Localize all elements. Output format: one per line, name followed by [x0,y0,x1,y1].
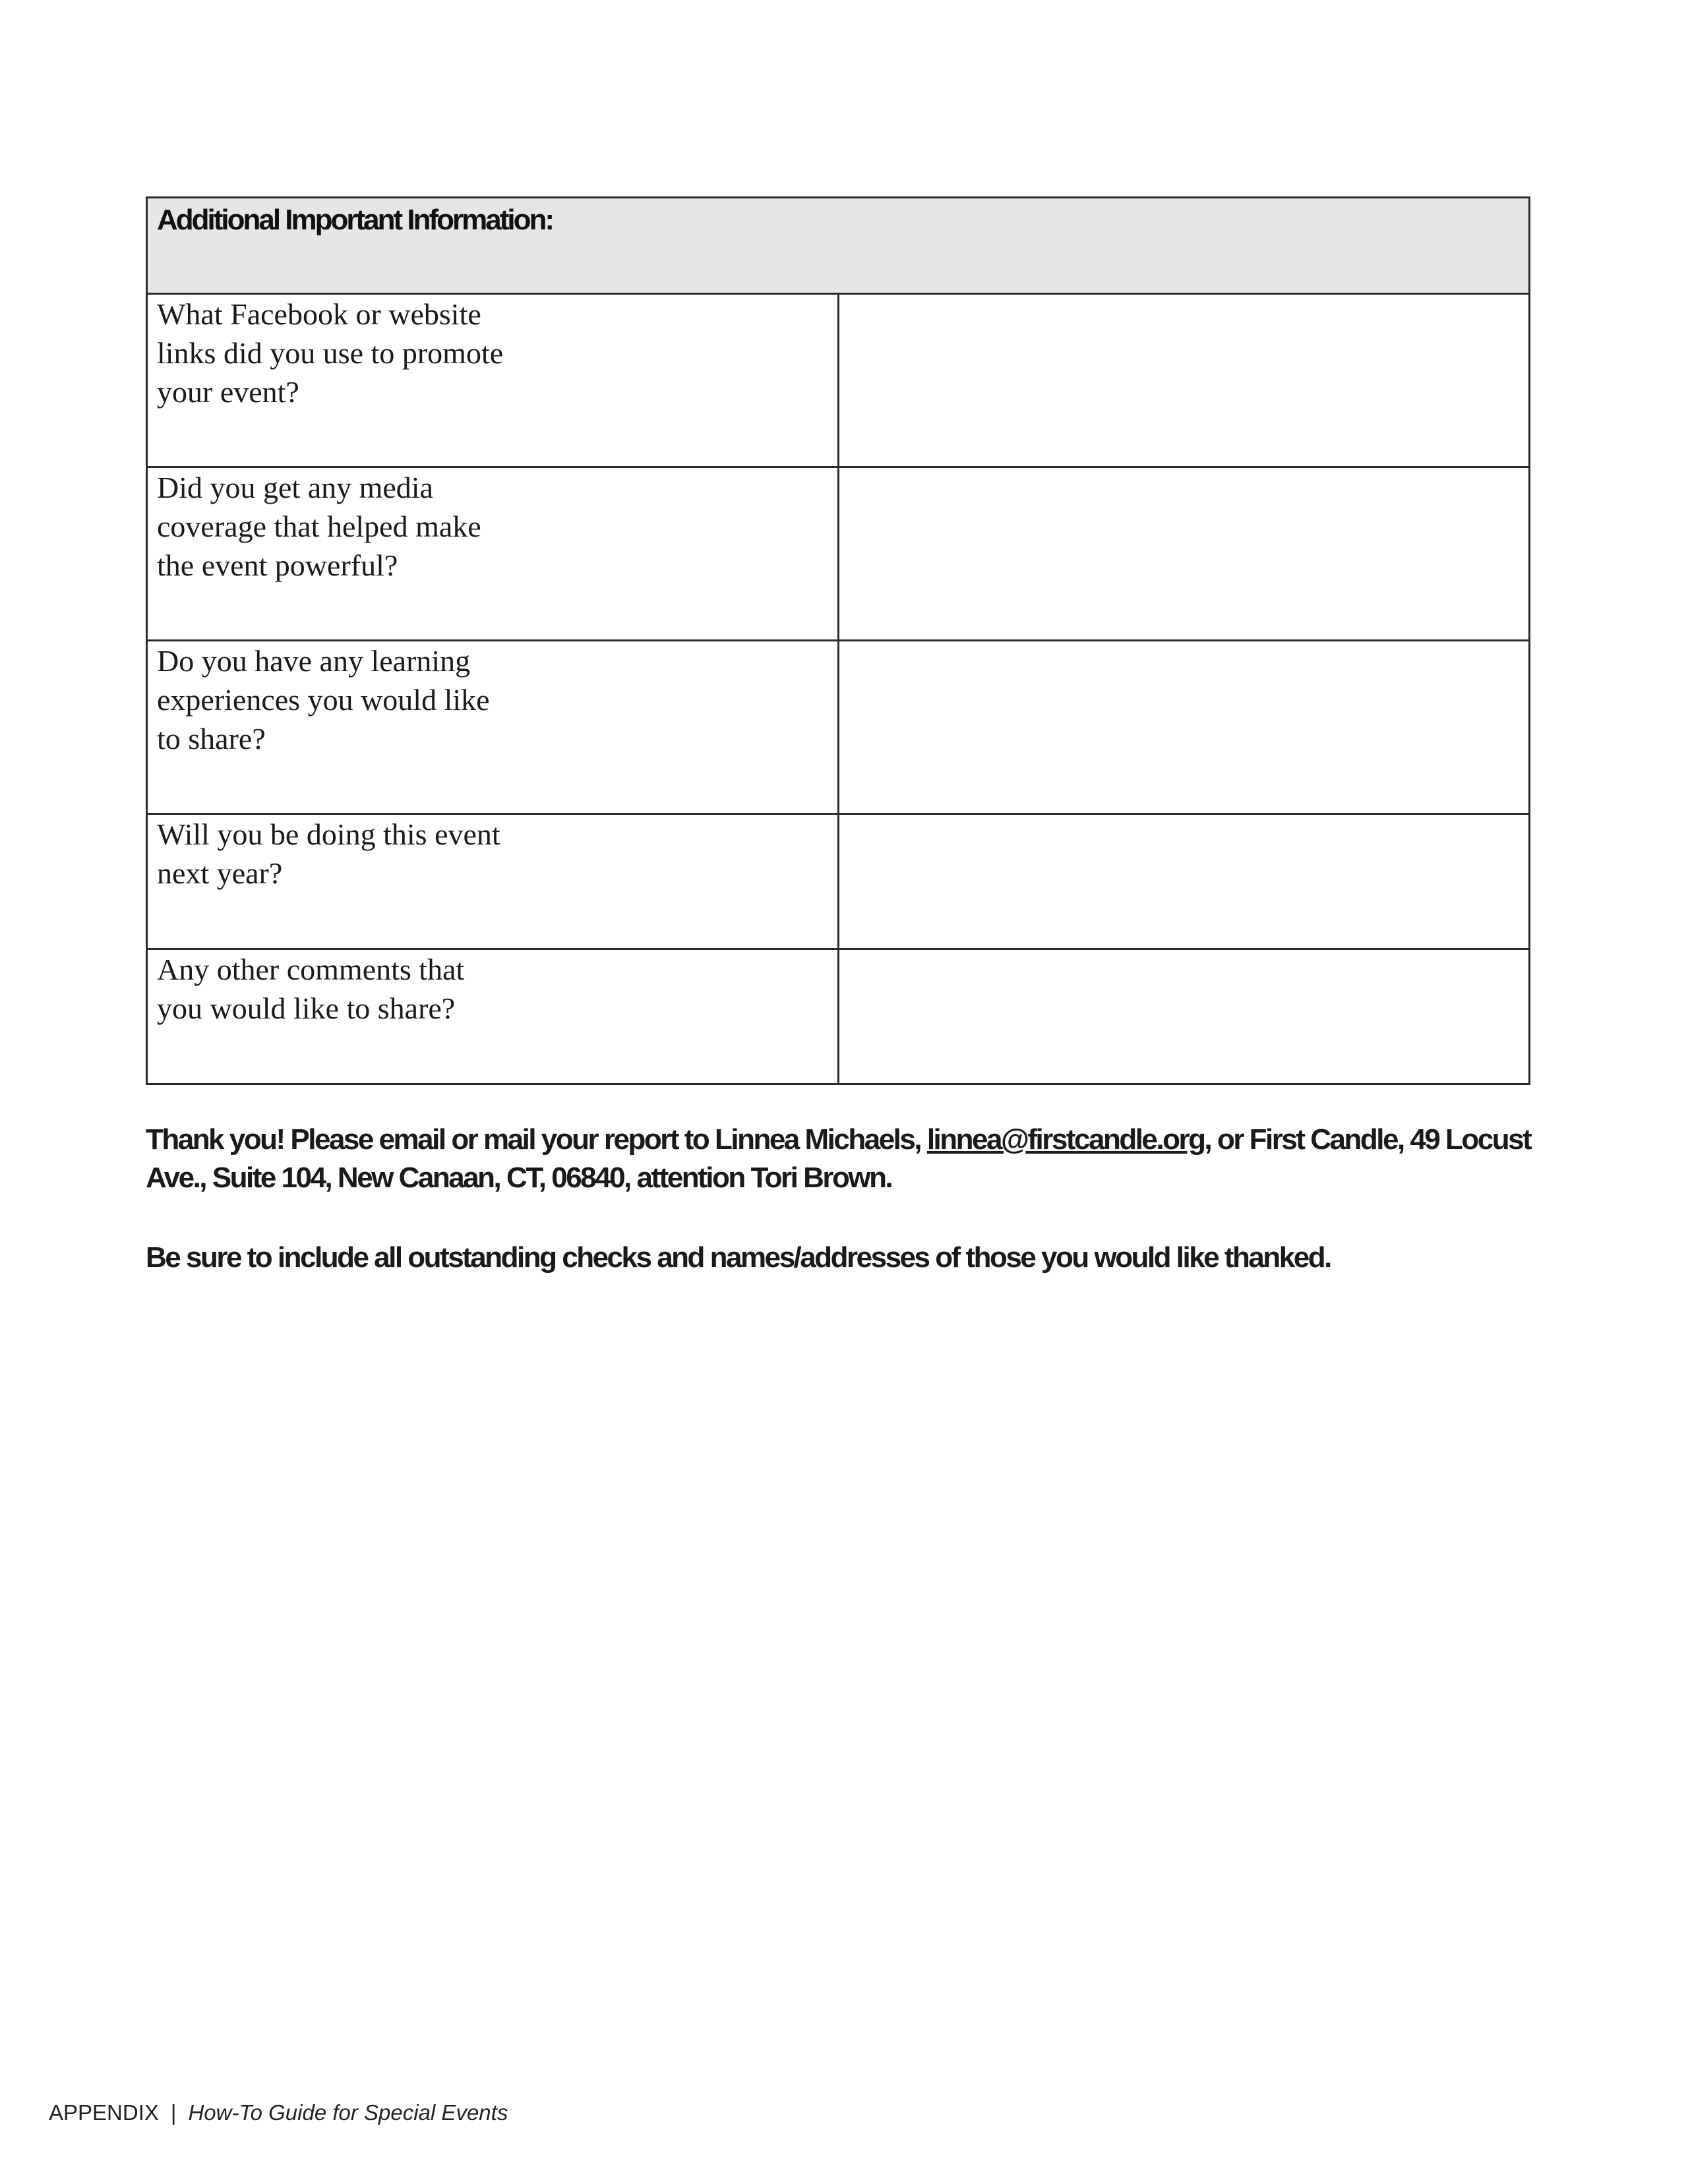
table-row [147,949,1530,1084]
question-cell [147,294,839,467]
question-media-coverage: Did you get any media coverage that helped make the event powerful? [157,471,481,582]
answer-field-learning-experiences[interactable] [838,641,1530,814]
thank-you-text: Thank you! Please email or mail your report to Linnea Michaels, [146,1123,927,1156]
question-cell [147,641,839,814]
question-next-year: Will you be doing this event next year? [157,817,500,890]
question-cell [147,814,839,949]
thank-you-paragraph [146,1121,1557,1197]
table-header-title: Additional Important Information: [157,204,553,236]
question-learning-experiences: Do you have any learning experiences you would like to share? [157,644,490,755]
email-link[interactable]: linnea@firstcandle.org [926,1123,1205,1156]
closing-instructions [146,1121,1557,1277]
question-other-comments: Any other comments that you would like to share? [157,953,465,1025]
answer-field-next-year[interactable] [838,814,1530,949]
question-cell [147,467,839,641]
answer-field-facebook-links[interactable] [838,294,1530,467]
answer-field-media-coverage[interactable] [838,467,1530,641]
mailing-address-text: , or First Candle, 49 Locust Ave., Suite 104, New Canaan, CT, 06840, attention Tori Brown. [146,1123,1531,1194]
table-row [147,641,1530,814]
question-facebook-links: What Facebook or website links did you use to promote your event? [157,297,504,409]
table-row [147,294,1530,467]
table-row [147,814,1530,949]
page-footer [49,2100,508,2125]
table-header [147,198,1530,294]
footer-separator: | [170,2100,177,2125]
additional-info-table [146,196,1530,1085]
footer-guide-title: How-To Guide for Special Events [188,2100,508,2125]
table-row [147,467,1530,641]
question-cell [147,949,839,1084]
answer-field-other-comments[interactable] [838,949,1530,1084]
reminder-note: Be sure to include all outstanding checks and names/addresses of those you would like thanked. [146,1241,1331,1274]
footer-section-label: APPENDIX [49,2100,159,2125]
